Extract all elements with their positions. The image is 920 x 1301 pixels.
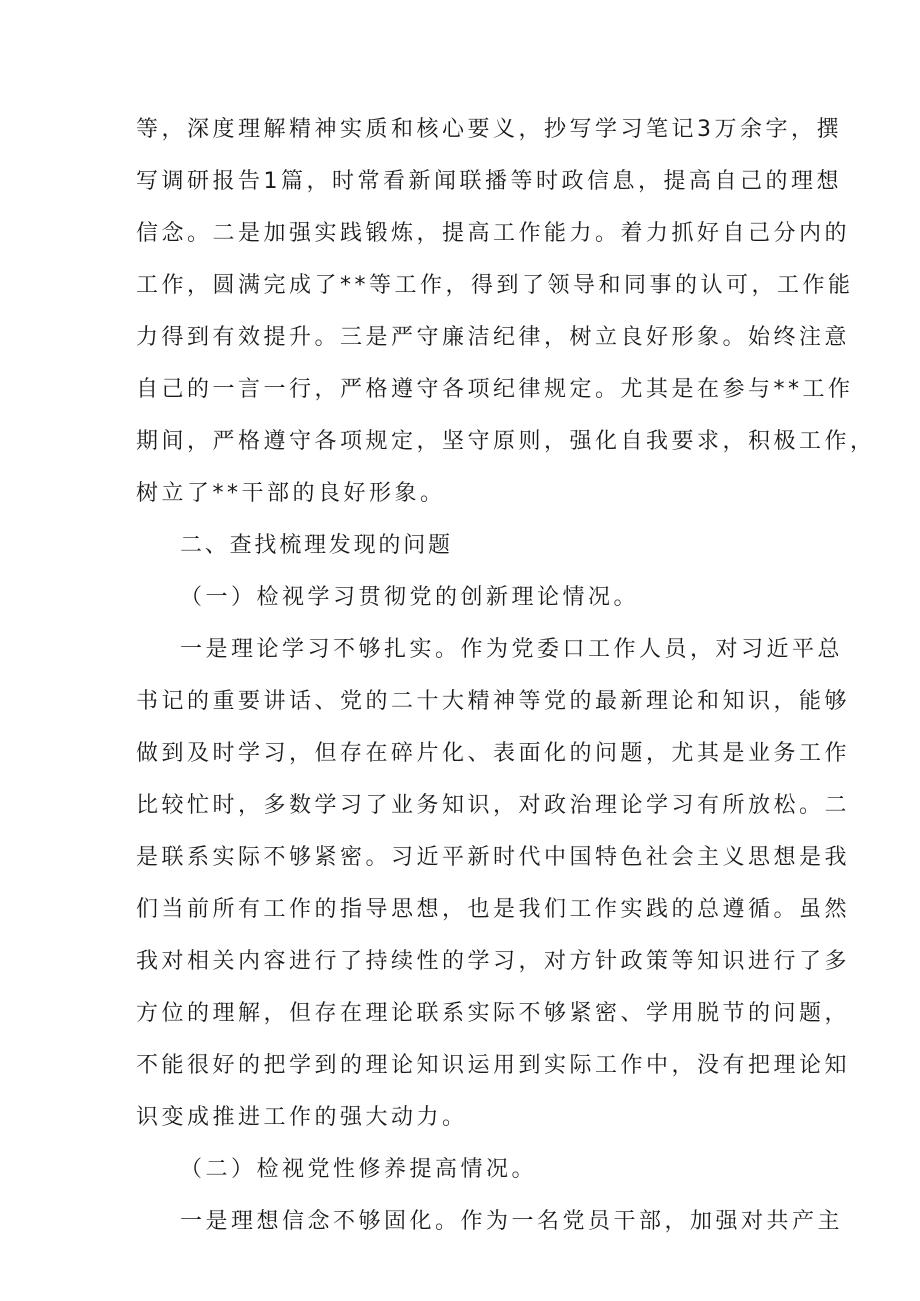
- text-line: 写调研报告1篇，时常看新闻联播等时政信息，提高自己的理想: [136, 169, 842, 194]
- paragraph-achievements: [136, 104, 876, 520]
- document-body: [136, 104, 876, 1248]
- text-line: 们当前所有工作的指导思想，也是我们工作实践的总遵循。虽然: [136, 897, 851, 922]
- text-line: 树立了**干部的良好形象。: [136, 481, 446, 506]
- text-line: 信念。二是加强实践锻炼，提高工作能力。着力抓好自己分内的: [136, 221, 851, 246]
- text-line: 比较忙时，多数学习了业务知识，对政治理论学习有所放松。二: [136, 793, 851, 818]
- section-heading: [136, 520, 796, 572]
- text-line: 自己的一言一行，严格遵守各项纪律规定。尤其是在参与**工作: [136, 377, 854, 402]
- text-line: 工作，圆满完成了**等工作，得到了领导和同事的认可，工作能: [136, 273, 854, 298]
- text-line: 一是理想信念不够固化。作为一名党员干部，加强对共产主: [180, 1209, 844, 1234]
- text-line: 不能很好的把学到的理论知识运用到实际工作中，没有把理论知: [136, 1053, 851, 1078]
- text-line: 力得到有效提升。三是严守廉洁纪律，树立良好形象。始终注意: [136, 325, 851, 350]
- paragraph-party-spirit: [136, 1196, 844, 1248]
- subsection-heading-2: [136, 1144, 796, 1196]
- subsection-heading-1: [136, 572, 796, 624]
- text-line: 识变成推进工作的强大动力。: [136, 1105, 468, 1130]
- text-line: 方位的理解，但存在理论联系实际不够紧密、学用脱节的问题，: [136, 1001, 851, 1026]
- subheading-text: （二）检视党性修养提高情况。: [180, 1157, 538, 1182]
- text-line: 一是理论学习不够扎实。作为党委口工作人员，对习近平总: [180, 637, 844, 662]
- text-line: 书记的重要讲话、党的二十大精神等党的最新理论和知识，能够: [136, 689, 851, 714]
- heading-text: 二、查找梳理发现的问题: [180, 533, 453, 558]
- text-line: 做到及时学习，但存在碎片化、表面化的问题，尤其是业务工作: [136, 741, 851, 766]
- paragraph-theory-study: [136, 624, 851, 1144]
- subheading-text: （一）检视学习贯彻党的创新理论情况。: [180, 585, 640, 610]
- text-line: 是联系实际不够紧密。习近平新时代中国特色社会主义思想是我: [136, 845, 851, 870]
- text-line: 期间，严格遵守各项规定，坚守原则，强化自我要求，积极工作，: [136, 429, 876, 454]
- text-line: 等，深度理解精神实质和核心要义，抄写学习笔记3万余字，撰: [136, 117, 842, 142]
- text-line: 我对相关内容进行了持续性的学习，对方针政策等知识进行了多: [136, 949, 851, 974]
